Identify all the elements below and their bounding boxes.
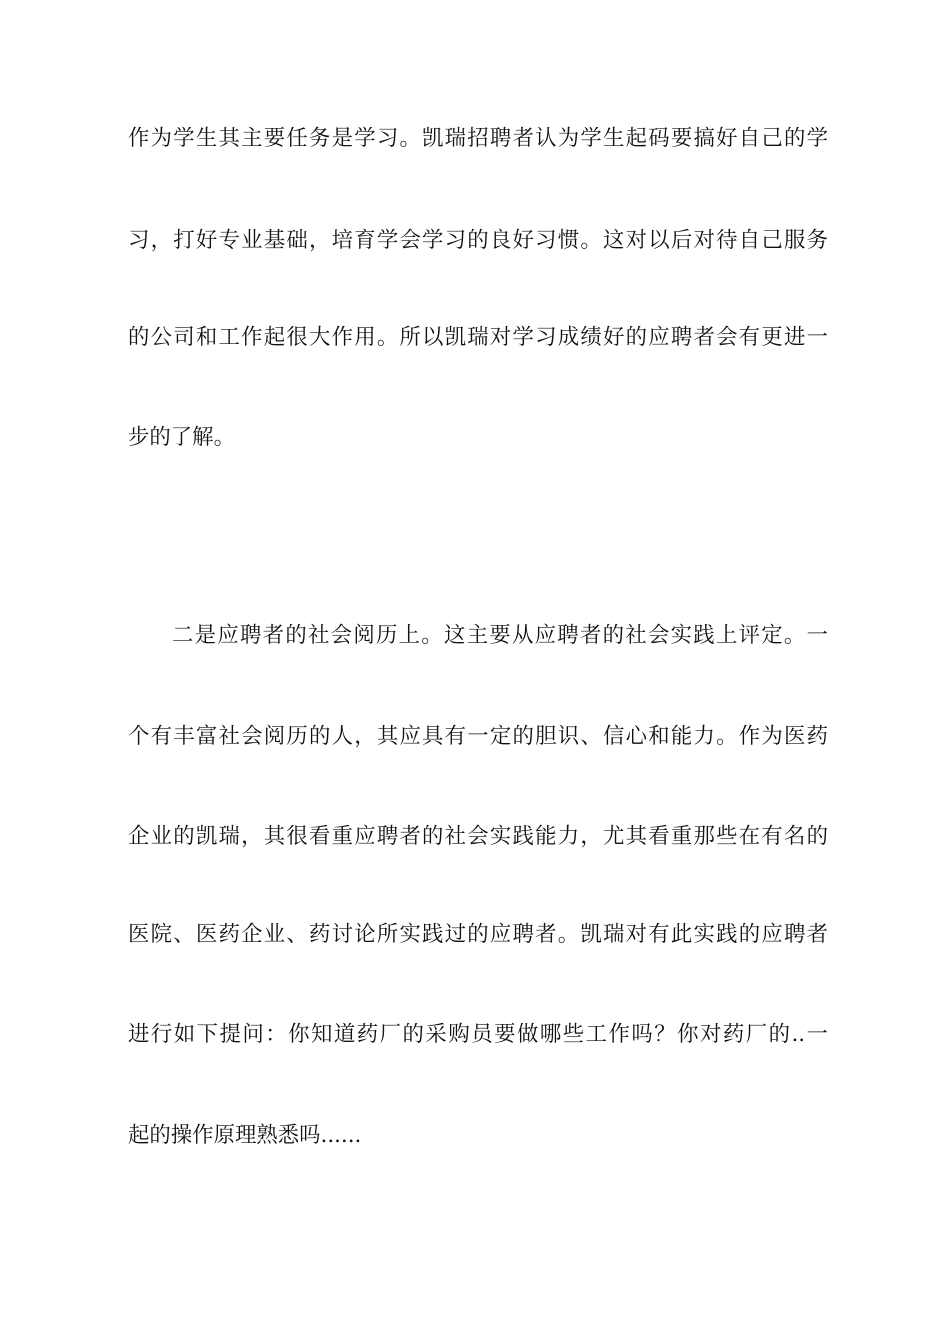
paragraph-1-line-2: 习，打好专业基础，培育学会学习的良好习惯。这对以后对待自己服务 [128, 228, 828, 253]
paragraph-2-line-2: 个有丰富社会阅历的人，其应具有一定的胆识、信心和能力。作为医药 [128, 724, 828, 749]
paragraph-2-line-5: 进行如下提问：你知道药厂的采购员要做哪些工作吗？你对药厂的..一 [128, 1022, 828, 1047]
paragraph-2-line-6: 起的操作原理熟悉吗...... [128, 1123, 362, 1148]
paragraph-1-line-4: 步的了解。 [128, 425, 235, 450]
paragraph-1-line-3: 的公司和工作起很大作用。所以凯瑞对学习成绩好的应聘者会有更进一 [128, 325, 828, 350]
paragraph-2-line-1: 二是应聘者的社会阅历上。这主要从应聘者的社会实践上评定。一 [172, 623, 828, 648]
paragraph-2-line-3: 企业的凯瑞，其很看重应聘者的社会实践能力，尤其看重那些在有名的 [128, 824, 828, 849]
paragraph-2-line-4: 医院、医药企业、药讨论所实践过的应聘者。凯瑞对有此实践的应聘者 [128, 922, 828, 947]
paragraph-1-line-1: 作为学生其主要任务是学习。凯瑞招聘者认为学生起码要搞好自己的学 [128, 126, 828, 151]
